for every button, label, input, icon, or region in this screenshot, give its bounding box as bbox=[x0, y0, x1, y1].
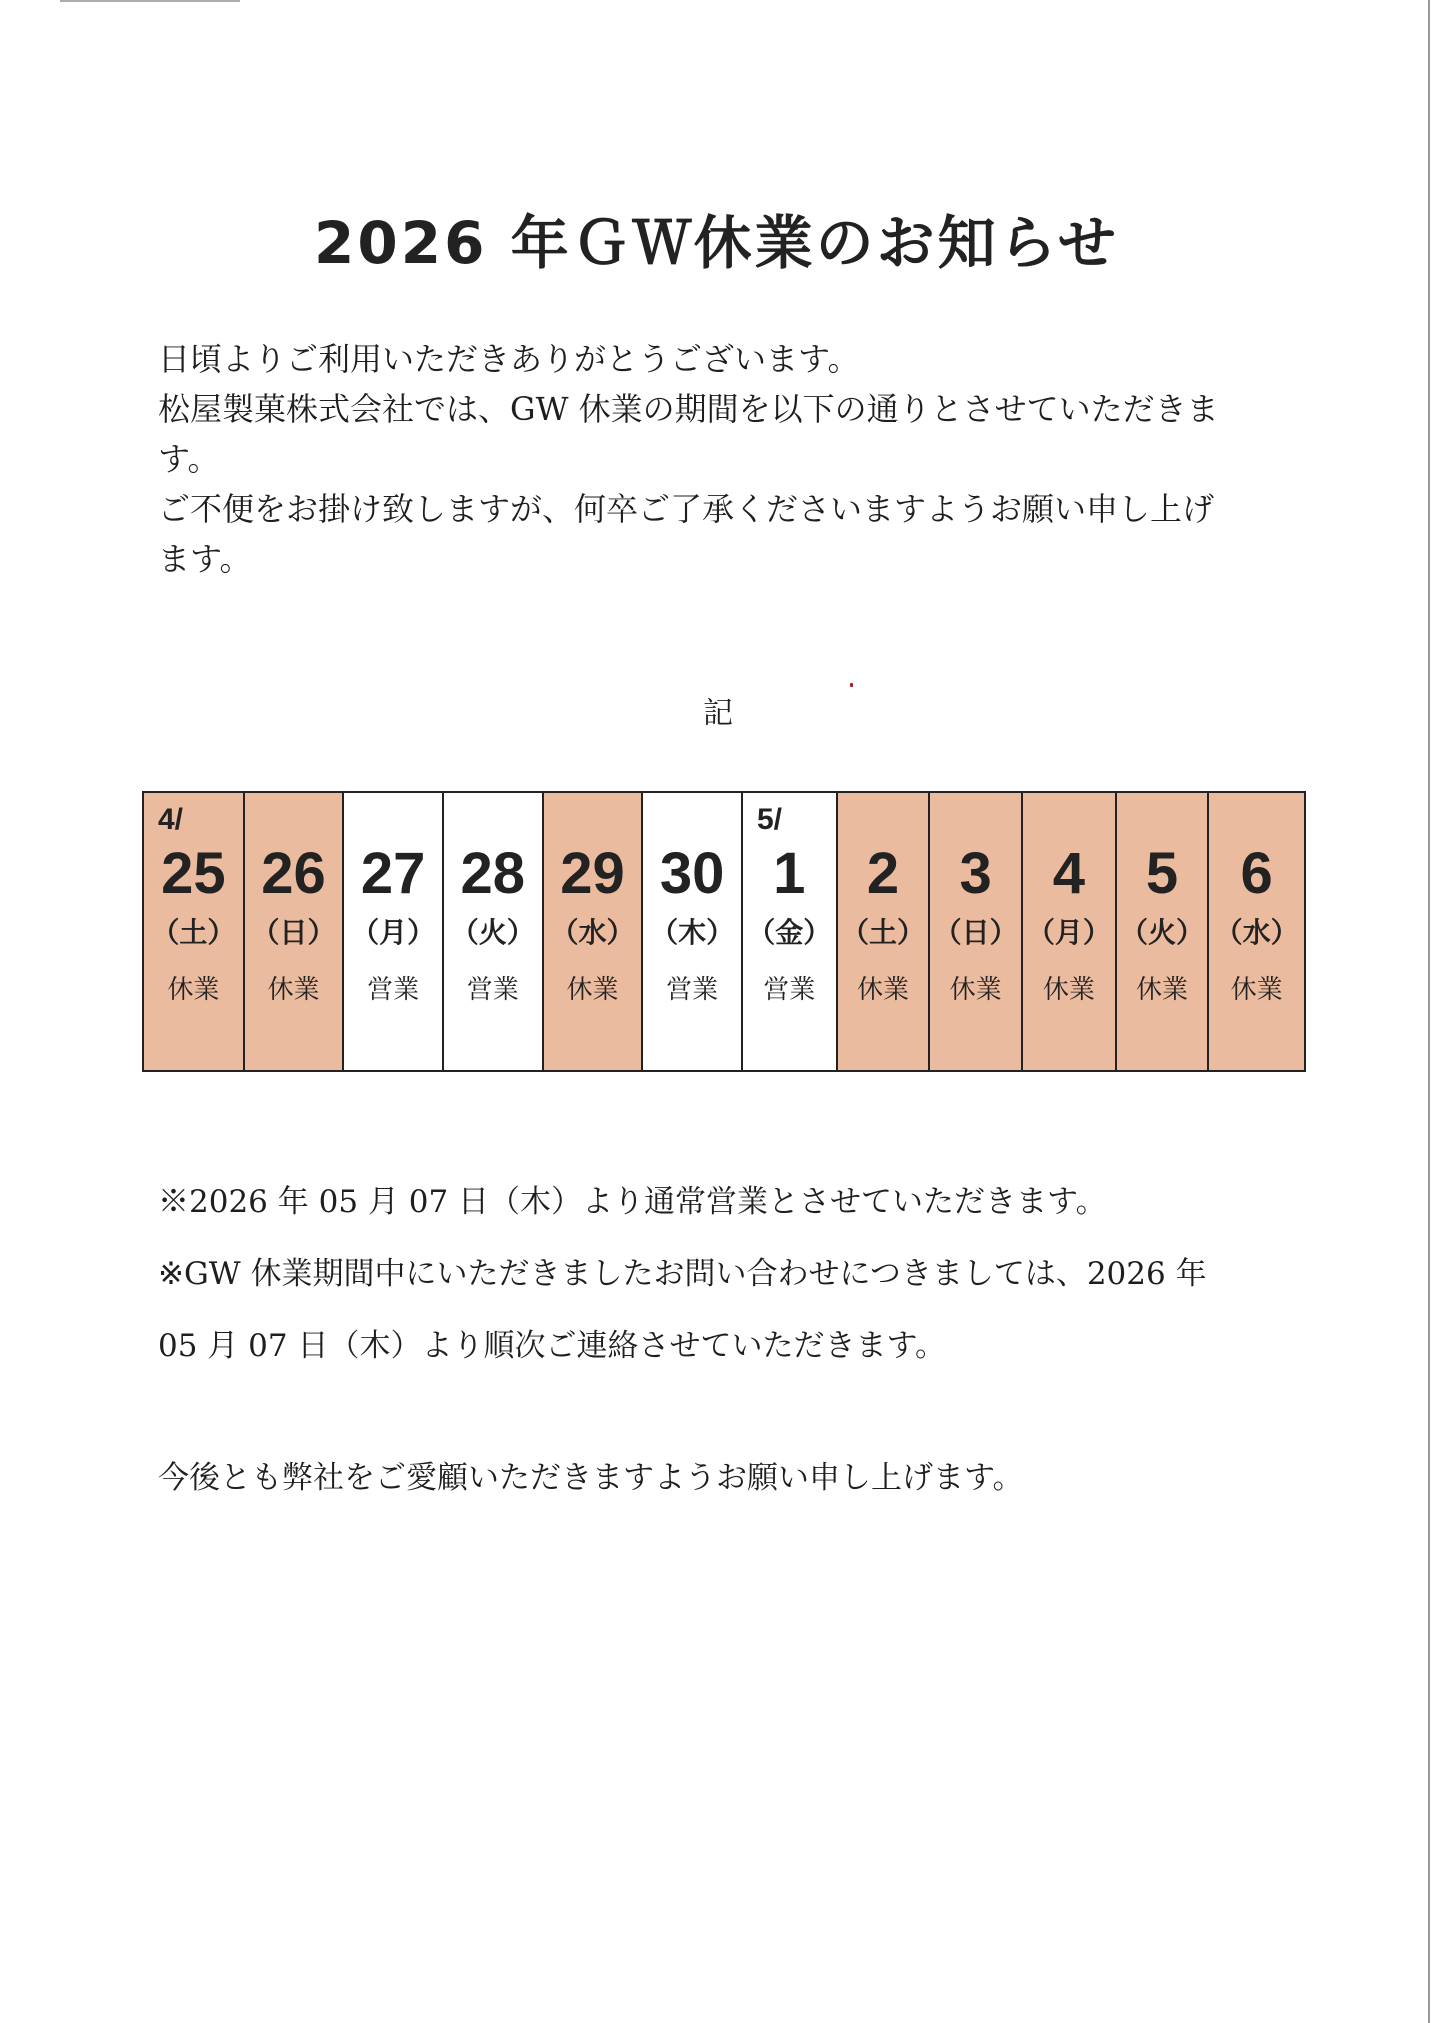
business-status: 営業 bbox=[367, 975, 420, 1005]
intro-line: ます。 bbox=[158, 540, 252, 578]
business-status: 営業 bbox=[666, 975, 719, 1005]
weekday-label: （日） bbox=[251, 916, 336, 949]
day-number: 2 bbox=[866, 841, 900, 906]
ki-label: 記 bbox=[703, 696, 733, 731]
business-status: 休業 bbox=[1135, 975, 1188, 1005]
weekday-label: （水） bbox=[550, 916, 635, 949]
closing-remark: 今後とも弊社をご愛顧いただきますようお願い申し上げます。 bbox=[158, 1460, 1024, 1496]
scan-artifact-dot bbox=[850, 683, 853, 687]
day-number: 4 bbox=[1052, 841, 1085, 906]
calendar-day-closed bbox=[245, 793, 345, 1070]
weekday-label: （火） bbox=[450, 916, 535, 949]
day-number: 28 bbox=[460, 841, 526, 906]
calendar-day-closed bbox=[1117, 793, 1210, 1070]
business-status: 休業 bbox=[856, 975, 909, 1005]
calendar-day-closed bbox=[1209, 793, 1304, 1070]
calendar-day-open bbox=[743, 793, 838, 1070]
business-status: 休業 bbox=[167, 975, 220, 1005]
day-number: 27 bbox=[360, 841, 426, 906]
weekday-label: （月） bbox=[351, 916, 436, 949]
day-number: 30 bbox=[659, 841, 725, 906]
day-number: 1 bbox=[773, 841, 806, 906]
day-number: 26 bbox=[261, 841, 326, 906]
note-line: 05 月 07 日（木）より順次ご連絡させていただきます。 bbox=[158, 1328, 946, 1364]
weekday-label: （日） bbox=[933, 916, 1018, 949]
intro-line: す。 bbox=[158, 440, 220, 478]
weekday-label: （土） bbox=[151, 916, 236, 949]
business-status: 休業 bbox=[566, 975, 619, 1005]
calendar-day-closed bbox=[544, 793, 644, 1070]
notes-section bbox=[158, 1166, 1308, 1382]
page-title: 2026 年ＧＷ休業のお知らせ bbox=[314, 209, 1119, 277]
weekday-label: （水） bbox=[1214, 916, 1299, 949]
weekday-label: （木） bbox=[650, 916, 735, 949]
intro-paragraph bbox=[158, 334, 1298, 584]
holiday-calendar bbox=[142, 791, 1306, 1072]
day-number: 6 bbox=[1240, 841, 1273, 906]
calendar-day-closed bbox=[838, 793, 931, 1070]
business-status: 休業 bbox=[1042, 975, 1095, 1005]
business-status: 休業 bbox=[949, 975, 1002, 1005]
calendar-day-closed bbox=[144, 793, 245, 1070]
month-label: 4/ bbox=[158, 803, 184, 836]
note-line: ※GW 休業期間中にいただきましたお問い合わせにつきましては、2026 年 bbox=[158, 1256, 1207, 1292]
calendar-day-open bbox=[444, 793, 544, 1070]
business-status: 営業 bbox=[763, 975, 816, 1005]
business-status: 営業 bbox=[466, 975, 519, 1005]
intro-line: 日頃よりご利用いただきありがとうございます。 bbox=[158, 340, 860, 378]
month-label: 5/ bbox=[756, 803, 782, 836]
intro-line: ご不便をお掛け致しますが、何卒ご了承くださいますようお願い申し上げ bbox=[158, 490, 1215, 528]
business-status: 休業 bbox=[1230, 975, 1283, 1005]
day-number: 5 bbox=[1145, 841, 1179, 906]
note-line: ※2026 年 05 月 07 日（木）より通常営業とさせていただきます。 bbox=[158, 1184, 1107, 1220]
day-number: 3 bbox=[959, 841, 992, 906]
ki-heading bbox=[0, 688, 1433, 732]
day-number: 29 bbox=[560, 841, 625, 906]
intro-line: 松屋製菓株式会社では、GW 休業の期間を以下の通りとさせていただきま bbox=[158, 390, 1219, 428]
business-status: 休業 bbox=[267, 975, 320, 1005]
calendar-day-closed bbox=[1023, 793, 1117, 1070]
calendar-day-open bbox=[643, 793, 743, 1070]
scan-artifact-right-edge bbox=[1428, 0, 1430, 2023]
weekday-label: （金） bbox=[747, 916, 832, 949]
weekday-label: （土） bbox=[840, 916, 925, 949]
day-number: 25 bbox=[161, 841, 226, 906]
calendar-day-closed bbox=[930, 793, 1023, 1070]
weekday-label: （火） bbox=[1119, 916, 1204, 949]
scan-artifact-top bbox=[60, 0, 240, 2]
calendar-day-open bbox=[344, 793, 444, 1070]
weekday-label: （月） bbox=[1026, 916, 1111, 949]
